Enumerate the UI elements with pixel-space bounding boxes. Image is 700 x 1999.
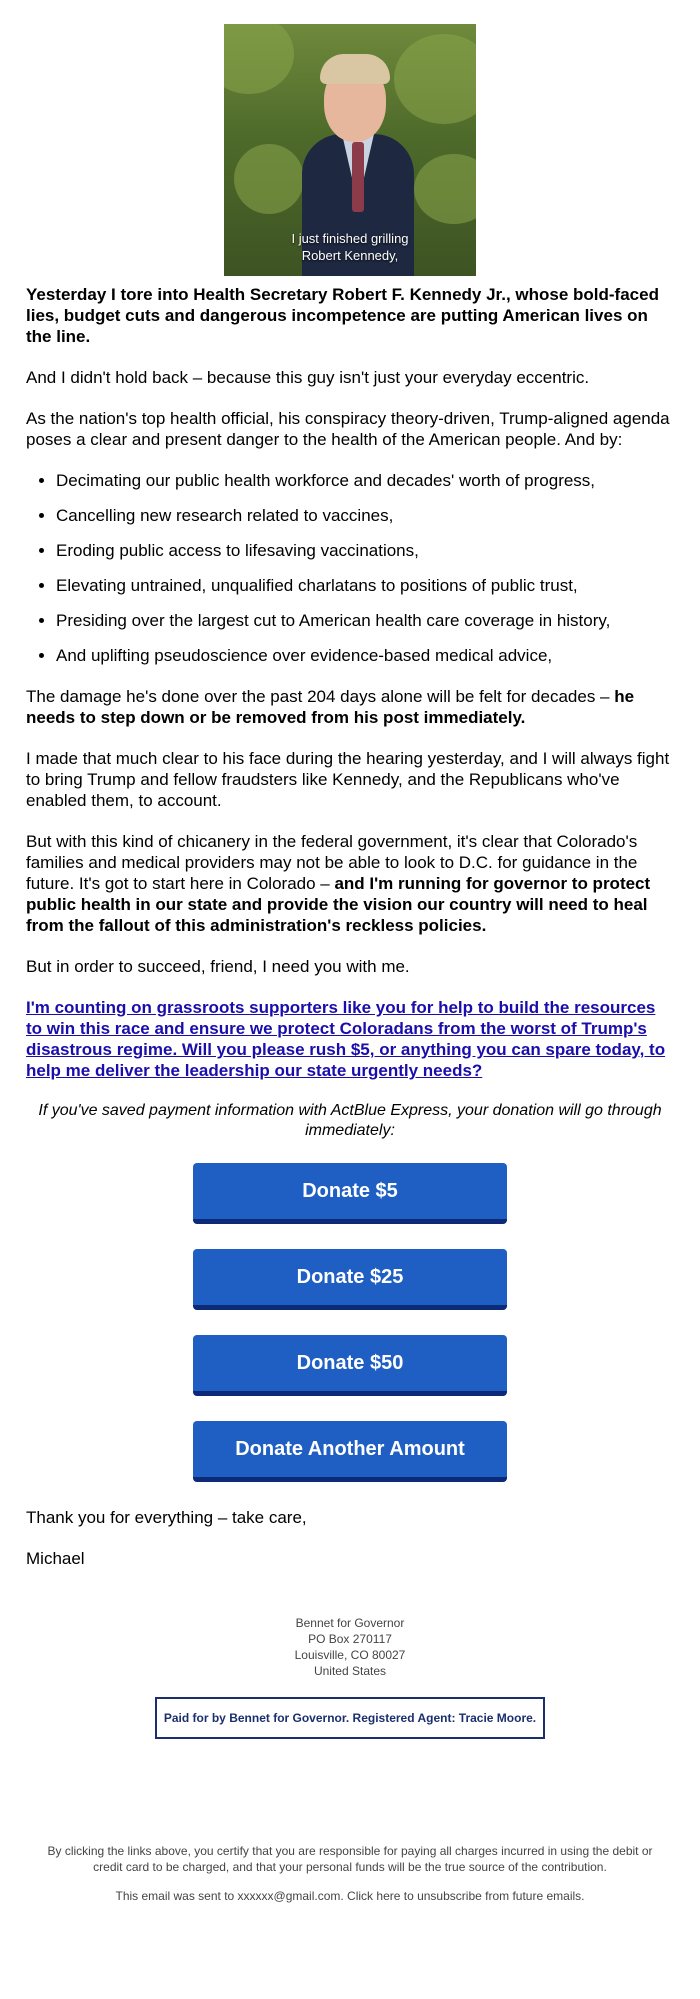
list-item: • Decimating our public health workforce and decades' worth of progress, bbox=[56, 470, 674, 491]
paragraph-1: And I didn't hold back – because this guy isn't just your everyday eccentric. bbox=[26, 368, 590, 387]
intro-paragraph: Yesterday I tore into Health Secretary Robert F. Kennedy Jr., whose bold-faced lies, budget cuts and dangerous incompetence are putting American lives on the line. bbox=[26, 285, 659, 346]
email-body bbox=[26, 0, 674, 1903]
paid-for-disclaimer: Paid for by Bennet for Governor. Registered Agent: Tracie Moore. bbox=[155, 1697, 545, 1739]
donate-other-amount-button[interactable]: Donate Another Amount bbox=[193, 1421, 507, 1482]
unsubscribe-link[interactable]: This email was sent to xxxxxx@gmail.com. Click here to unsubscribe from future emails. bbox=[115, 1889, 585, 1903]
signoff: Thank you for everything – take care, bbox=[26, 1508, 307, 1527]
paragraph-6: But in order to succeed, friend, I need you with me. bbox=[26, 957, 410, 976]
paragraph-2: As the nation's top health official, his conspiracy theory-driven, Trump-aligned agenda poses a clear and present danger to the health of the American people. And by: bbox=[26, 409, 670, 449]
actblue-note: If you've saved payment information with ActBlue Express, your donation will go through immediately: bbox=[38, 1102, 662, 1139]
list-item: • Eroding public access to lifesaving vaccinations, bbox=[56, 540, 674, 561]
paragraph-5: But with this kind of chicanery in the federal government, it's clear that Colorado's families and medical providers may not be able to look to D.C. for guidance in the future. It's got to start here in Colorado – and I'm running for governor to protect public health in our state and provide the vision our country will need to heal from the fallout of this administration's reckless policies. bbox=[26, 832, 651, 935]
video-caption: I just finished grilling Robert Kennedy, bbox=[291, 231, 409, 263]
mailing-address: Bennet for Governor PO Box 270117 Louisville, CO 80027 United States bbox=[294, 1616, 406, 1678]
donate-5-button[interactable]: Donate $5 bbox=[193, 1163, 507, 1224]
paragraph-4: I made that much clear to his face during the hearing yesterday, and I will always fight to bring Trump and fellow fraudsters like Kennedy, and the Republicans who've enabled them, to account. bbox=[26, 749, 670, 810]
signature: Michael bbox=[26, 1549, 85, 1568]
donate-50-button[interactable]: Donate $50 bbox=[193, 1335, 507, 1396]
donate-25-button[interactable]: Donate $25 bbox=[193, 1249, 507, 1310]
video-thumbnail[interactable] bbox=[224, 24, 476, 276]
paragraph-3: The damage he's done over the past 204 days alone will be felt for decades – he needs to step down or be removed from his post immediately. bbox=[26, 687, 635, 727]
list-item: • And uplifting pseudoscience over evidence-based medical advice, bbox=[56, 645, 674, 666]
list-item: • Presiding over the largest cut to American health care coverage in history, bbox=[56, 610, 674, 631]
legal-disclaimer: By clicking the links above, you certify that you are responsible for paying all charges incurred in using the debit or credit card to be charged, and that your personal funds will be the true source of the contribution. bbox=[47, 1844, 653, 1874]
bullet-list bbox=[26, 470, 674, 666]
list-item: • Elevating untrained, unqualified charlatans to positions of public trust, bbox=[56, 575, 674, 596]
list-item: • Cancelling new research related to vaccines, bbox=[56, 505, 674, 526]
donation-ask-link[interactable]: I'm counting on grassroots supporters like you for help to build the resources to win this race and ensure we protect Coloradans from the worst of Trump's disastrous regime. Will you please rush $5, or anything you can spare today, to help me deliver the leadership our state urgently needs? bbox=[26, 998, 666, 1080]
